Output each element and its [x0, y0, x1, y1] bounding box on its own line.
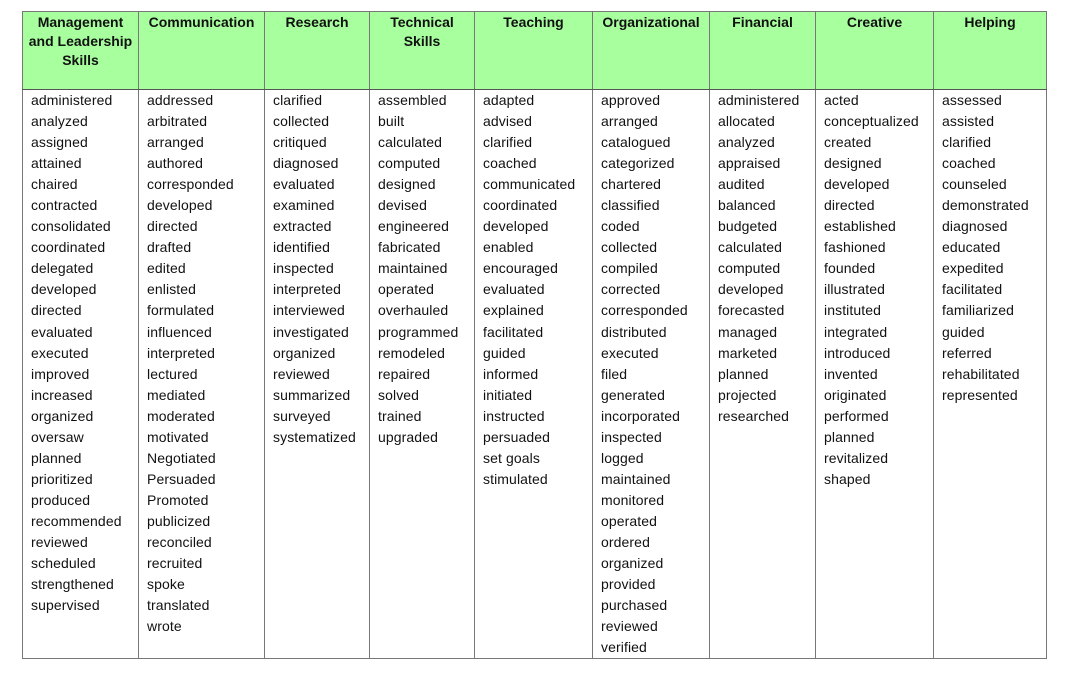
verb-item: improved: [31, 365, 90, 382]
verb-item: executed: [601, 344, 659, 361]
verb-item: developed: [824, 176, 890, 193]
verb-item: built: [378, 113, 405, 130]
verb-item: compiled: [601, 260, 658, 277]
verb-item: clarified: [942, 134, 992, 151]
verb-item: reconciled: [147, 533, 212, 550]
verb-item: remodeled: [378, 344, 446, 361]
verb-item: identified: [273, 239, 331, 256]
verb-item: spoke: [147, 576, 185, 593]
verb-item: publicized: [147, 512, 211, 529]
verb-item: administered: [718, 92, 800, 108]
verb-item: incorporated: [601, 407, 681, 424]
verb-item: interpreted: [273, 281, 342, 298]
verb-item: formulated: [147, 302, 215, 319]
verb-item: allocated: [718, 113, 775, 130]
verb-item: interpreted: [147, 344, 216, 361]
verb-item: enabled: [483, 239, 534, 256]
verb-item: organized: [601, 555, 664, 572]
verb-item: instructed: [483, 407, 545, 424]
verb-item: conceptualized: [824, 113, 919, 130]
verb-item: contracted: [31, 197, 98, 214]
verb-item: developed: [483, 218, 549, 235]
verb-item: counseled: [942, 176, 1007, 193]
verb-item: developed: [31, 281, 97, 298]
verb-item: strengthened: [31, 576, 114, 593]
verb-item: operated: [378, 281, 435, 298]
column-teaching: [475, 90, 593, 659]
verb-item: lectured: [147, 365, 198, 382]
verb-item: planned: [824, 428, 875, 445]
verb-item: facilitated: [483, 323, 544, 340]
verb-item: integrated: [824, 323, 888, 340]
verb-item: facilitated: [942, 281, 1003, 298]
verb-item: calculated: [378, 134, 443, 151]
verb-item: critiqued: [273, 134, 327, 151]
verb-item: guided: [942, 323, 985, 340]
column-creative: [816, 90, 934, 659]
verb-item: clarified: [273, 92, 323, 108]
header-row: [23, 12, 1047, 90]
verb-item: provided: [601, 576, 656, 593]
verb-item: shaped: [824, 470, 871, 487]
verb-item: catalogued: [601, 134, 671, 151]
verb-item: guided: [483, 344, 526, 361]
column-management-and-leadership-skills: [23, 90, 139, 659]
verb-item: established: [824, 218, 896, 235]
verb-item: reviewed: [601, 618, 658, 635]
verb-item: evaluated: [31, 323, 93, 340]
verb-item: examined: [273, 197, 335, 214]
verb-item: appraised: [718, 155, 781, 172]
verb-item: Persuaded: [147, 470, 216, 487]
verb-item: attained: [31, 155, 82, 172]
verb-item: engineered: [378, 218, 450, 235]
verb-item: recruited: [147, 555, 203, 572]
verb-item: distributed: [601, 323, 667, 340]
verb-item: illustrated: [824, 281, 886, 298]
verb-item: budgeted: [718, 218, 778, 235]
verb-item: filed: [601, 365, 628, 382]
verb-item: fabricated: [378, 239, 441, 256]
verb-item: coordinated: [31, 239, 106, 256]
verb-item: evaluated: [483, 281, 545, 298]
verb-item: developed: [718, 281, 784, 298]
verb-item: purchased: [601, 597, 668, 614]
verb-item: originated: [824, 386, 887, 403]
verb-item: assisted: [942, 113, 995, 130]
verb-item: verified: [601, 639, 647, 656]
verb-item: coached: [942, 155, 996, 172]
verb-item: directed: [31, 302, 82, 319]
verb-item: directed: [147, 218, 198, 235]
verb-item: administered: [31, 92, 113, 108]
verb-item: extracted: [273, 218, 332, 235]
verb-item: performed: [824, 407, 889, 424]
verb-item: assembled: [378, 92, 447, 108]
verb-item: supervised: [31, 597, 100, 614]
header-teaching: Teaching: [475, 12, 593, 90]
verb-item: audited: [718, 176, 765, 193]
verb-item: forecasted: [718, 302, 785, 319]
verb-item: scheduled: [31, 555, 96, 572]
verb-item: introduced: [824, 344, 891, 361]
verb-item: persuaded: [483, 428, 551, 445]
verb-item: referred: [942, 344, 992, 361]
verb-item: developed: [147, 197, 213, 214]
verb-item: surveyed: [273, 407, 331, 424]
header-research: Research: [265, 12, 370, 90]
verb-item: reviewed: [273, 365, 330, 382]
verb-item: chartered: [601, 176, 662, 193]
verb-item: marketed: [718, 344, 778, 361]
verb-item: diagnosed: [942, 218, 1008, 235]
verb-item: arranged: [601, 113, 658, 130]
verb-item: corrected: [601, 281, 661, 298]
verb-item: demonstrated: [942, 197, 1029, 214]
verb-item: clarified: [483, 134, 533, 151]
verb-item: authored: [147, 155, 204, 172]
verb-item: coached: [483, 155, 537, 172]
verb-item: rehabilitated: [942, 365, 1020, 382]
verb-item: collected: [273, 113, 330, 130]
verb-item: increased: [31, 386, 93, 403]
verb-item: analyzed: [718, 134, 775, 151]
verb-item: assigned: [31, 134, 88, 151]
header-technical-skills: Technical Skills: [370, 12, 475, 90]
verb-item: systematized: [273, 428, 356, 445]
verb-item: initiated: [483, 386, 533, 403]
verb-item: overhauled: [378, 302, 449, 319]
verb-item: arranged: [147, 134, 204, 151]
verb-item: corresponded: [601, 302, 688, 319]
verb-item: designed: [378, 176, 436, 193]
verb-item: educated: [942, 239, 1001, 256]
verb-item: organized: [273, 344, 336, 361]
verb-item: repaired: [378, 365, 431, 382]
verb-item: researched: [718, 407, 790, 424]
verb-item: managed: [718, 323, 778, 340]
header-creative: Creative: [816, 12, 934, 90]
verb-item: computed: [718, 260, 781, 277]
verb-item: delegated: [31, 260, 94, 277]
verb-item: coordinated: [483, 197, 558, 214]
verb-item: translated: [147, 597, 210, 614]
verb-item: Negotiated: [147, 449, 216, 466]
verb-item: evaluated: [273, 176, 335, 193]
verb-item: summarized: [273, 386, 351, 403]
verb-item: trained: [378, 407, 422, 424]
verb-item: monitored: [601, 491, 665, 508]
verb-item: Promoted: [147, 491, 209, 508]
verb-item: chaired: [31, 176, 78, 193]
verb-item: upgraded: [378, 428, 438, 445]
verb-item: arbitrated: [147, 113, 208, 130]
verb-item: inspected: [273, 260, 334, 277]
word-list-row: [23, 90, 1047, 659]
verb-item: stimulated: [483, 470, 548, 487]
verb-item: revitalized: [824, 449, 889, 466]
verb-item: represented: [942, 386, 1018, 403]
column-technical-skills: [370, 90, 475, 659]
verb-item: operated: [601, 512, 658, 529]
verb-item: inspected: [601, 428, 662, 445]
verb-item: investigated: [273, 323, 349, 340]
verb-item: adapted: [483, 92, 535, 108]
verb-item: oversaw: [31, 428, 84, 445]
verb-item: maintained: [601, 470, 671, 487]
verb-item: coded: [601, 218, 640, 235]
verb-item: motivated: [147, 428, 209, 445]
header-organizational: Organizational: [593, 12, 710, 90]
verb-item: familiarized: [942, 302, 1014, 319]
verb-item: planned: [31, 449, 82, 466]
verb-item: encouraged: [483, 260, 558, 277]
verb-item: ordered: [601, 533, 650, 550]
verb-item: calculated: [718, 239, 783, 256]
verb-item: designed: [824, 155, 882, 172]
verb-item: devised: [378, 197, 427, 214]
verb-item: produced: [31, 491, 91, 508]
verb-item: set goals: [483, 449, 540, 466]
verb-item: recommended: [31, 512, 122, 529]
verb-item: moderated: [147, 407, 215, 424]
header-helping: Helping: [934, 12, 1047, 90]
verb-item: programmed: [378, 323, 459, 340]
verb-item: solved: [378, 386, 420, 403]
verb-item: diagnosed: [273, 155, 339, 172]
verb-item: founded: [824, 260, 876, 277]
verb-item: approved: [601, 92, 661, 108]
verb-item: categorized: [601, 155, 675, 172]
verb-item: communicated: [483, 176, 576, 193]
verb-item: created: [824, 134, 872, 151]
header-financial: Financial: [710, 12, 816, 90]
verb-item: expedited: [942, 260, 1004, 277]
verb-item: acted: [824, 92, 859, 108]
column-helping: [934, 90, 1047, 659]
column-financial: [710, 90, 816, 659]
verb-item: generated: [601, 386, 665, 403]
verb-item: influenced: [147, 323, 212, 340]
verb-item: analyzed: [31, 113, 88, 130]
action-verbs-table: [22, 11, 1047, 659]
verb-item: interviewed: [273, 302, 345, 319]
verb-item: drafted: [147, 239, 192, 256]
verb-item: computed: [378, 155, 441, 172]
verb-item: projected: [718, 386, 777, 403]
verb-item: prioritized: [31, 470, 93, 487]
verb-item: classified: [601, 197, 660, 214]
verb-item: invented: [824, 365, 878, 382]
verb-item: reviewed: [31, 533, 88, 550]
verb-item: wrote: [147, 618, 182, 635]
header-management-and-leadership-skills: Management and Leadership Skills: [23, 12, 139, 90]
verb-item: maintained: [378, 260, 448, 277]
column-research: [265, 90, 370, 659]
verb-item: edited: [147, 260, 186, 277]
verb-item: mediated: [147, 386, 206, 403]
verb-item: addressed: [147, 92, 214, 108]
verb-item: collected: [601, 239, 658, 256]
verb-item: logged: [601, 449, 644, 466]
verb-item: directed: [824, 197, 875, 214]
verb-item: informed: [483, 365, 539, 382]
verb-item: corresponded: [147, 176, 234, 193]
column-communication: [139, 90, 265, 659]
column-organizational: [593, 90, 710, 659]
verb-item: explained: [483, 302, 544, 319]
verb-item: consolidated: [31, 218, 111, 235]
verb-item: executed: [31, 344, 89, 361]
verb-item: enlisted: [147, 281, 197, 298]
verb-item: balanced: [718, 197, 776, 214]
verb-item: fashioned: [824, 239, 886, 256]
header-communication: Communication: [139, 12, 265, 90]
verb-item: planned: [718, 365, 769, 382]
verb-item: advised: [483, 113, 532, 130]
verb-item: assessed: [942, 92, 1002, 108]
verb-item: instituted: [824, 302, 882, 319]
verb-item: organized: [31, 407, 94, 424]
